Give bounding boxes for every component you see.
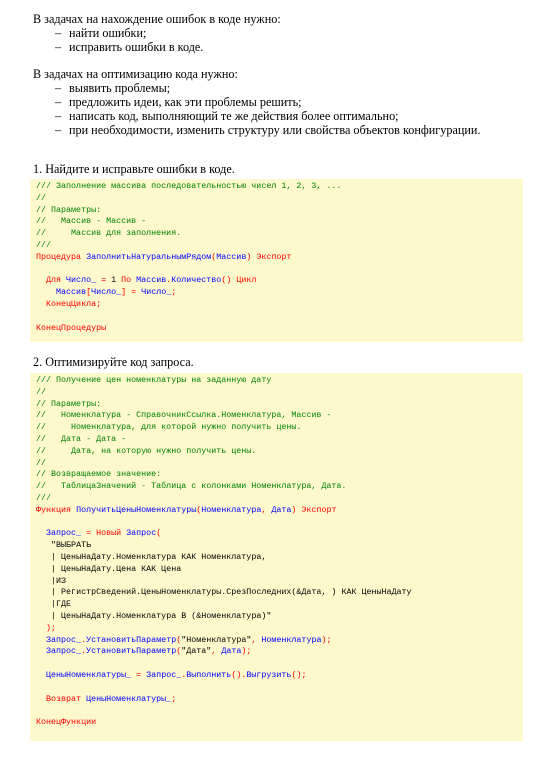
code-token: .: [81, 634, 87, 645]
code-line: [36, 275, 523, 287]
code-token: Выгрузить: [246, 669, 292, 680]
code-line: [36, 658, 523, 670]
code-token: Запрос_: [46, 646, 82, 657]
code-token: Число_: [66, 275, 97, 286]
dash-bullet: –: [55, 81, 62, 95]
code-token: [36, 299, 46, 309]
code-token: "ВЫБРАТЬ: [51, 540, 92, 551]
code-token: //: [36, 386, 47, 397]
code-token: КонецЦикла;: [46, 298, 102, 309]
code-token: ,: [251, 634, 262, 645]
list-item: [55, 26, 203, 40]
code-token: 1: [111, 275, 117, 286]
code-line: [36, 458, 523, 470]
task2-code-block: [30, 373, 523, 741]
code-token: [36, 528, 46, 538]
code-token: ,: [261, 504, 272, 515]
code-token: );: [321, 634, 332, 645]
code-token: // Дата, на которую нужно получить цены.: [36, 445, 257, 456]
code-token: УстановитьПараметр: [86, 634, 177, 645]
code-line: [36, 540, 523, 552]
code-token: Массив: [216, 251, 247, 262]
code-token: Количество: [171, 275, 222, 286]
code-token: Массив: [56, 287, 87, 298]
code-token: ;: [171, 287, 177, 298]
code-token: .: [181, 669, 187, 680]
code-token: ///: [36, 492, 52, 503]
code-token: Для: [46, 275, 67, 286]
code-token: | РегистрСведений.ЦеныНоменклатуры.СрезПоследних(&Дата, ) КАК ЦеныНаДату: [51, 587, 412, 598]
code-token: Цикл: [231, 275, 257, 286]
code-token: [36, 694, 46, 704]
code-token: [36, 564, 51, 574]
code-line: [36, 181, 523, 193]
code-line: [36, 193, 523, 205]
code-token: Число_: [141, 287, 172, 298]
code-token: | ЦеныНаДату.Номенклатура В (&Номенклатура)": [51, 610, 272, 621]
intro-optimization-list: [55, 81, 481, 137]
code-line: [36, 311, 523, 323]
code-line: [36, 694, 523, 706]
code-line: [36, 564, 523, 576]
code-token: // Номенклатура, для которой нужно получить цены.: [36, 422, 302, 433]
code-token: [36, 635, 46, 645]
code-line: [36, 599, 523, 611]
intro-errors-heading: В задачах на нахождение ошибок в коде нужно:: [33, 12, 281, 26]
code-token: Процедура: [36, 251, 87, 262]
code-line: [36, 387, 523, 399]
task1-title: 1. Найдите и исправьте ошибки в коде.: [33, 162, 235, 176]
code-line: [36, 705, 523, 717]
code-token: =: [131, 669, 147, 680]
code-token: /// Заполнение массива последовательностью чисел 1, 2, 3, ...: [36, 181, 342, 191]
code-token: Номенклатура: [261, 634, 322, 645]
intro-optimization-heading: В задачах на оптимизацию кода нужно:: [33, 67, 238, 81]
code-token: "Номенклатура": [181, 634, 252, 645]
code-token: =: [126, 287, 142, 298]
dash-bullet: –: [55, 95, 62, 109]
code-line: [36, 252, 523, 264]
code-token: Запрос_: [146, 669, 182, 680]
code-line: [36, 469, 523, 481]
code-token: [36, 611, 51, 621]
code-token: Функция: [36, 504, 77, 515]
list-item-text: предложить идеи, как эти проблемы решить;: [69, 95, 302, 109]
code-line: [36, 623, 523, 635]
dash-bullet: –: [55, 26, 62, 40]
code-token: ().: [231, 669, 247, 680]
code-token: Запрос: [126, 528, 157, 539]
code-token: ,: [211, 646, 222, 657]
code-token: ПолучитьЦеныНоменклатуры: [76, 504, 197, 515]
code-token: |ГДЕ: [51, 599, 72, 610]
code-token: // Параметры:: [36, 204, 102, 215]
task2-title: 2. Оптимизируйте код запроса.: [33, 355, 194, 369]
code-line: [36, 323, 523, 335]
list-item-text: исправить ошибки в коде.: [69, 40, 204, 54]
code-line: [36, 682, 523, 694]
code-token: // Дата - Дата -: [36, 433, 127, 444]
code-token: ]: [121, 287, 127, 298]
code-token: | ЦеныНаДату.Цена КАК Цена: [51, 563, 182, 574]
dash-bullet: –: [55, 40, 62, 54]
code-token: (: [196, 504, 202, 515]
code-token: Возврат: [46, 693, 87, 704]
code-token: .: [166, 275, 172, 286]
code-line: [36, 505, 523, 517]
list-item-text: выявить проблемы;: [69, 81, 171, 95]
code-token: Дата: [221, 646, 242, 657]
code-token: //: [36, 192, 47, 203]
code-token: ЗаполнитьНатуральнымРядом: [86, 251, 212, 262]
code-token: =: [81, 528, 97, 539]
list-item: [55, 109, 481, 123]
code-line: [36, 576, 523, 588]
code-line: [36, 375, 523, 387]
code-token: КонецПроцедуры: [36, 322, 107, 333]
dash-bullet: –: [55, 109, 62, 123]
code-line: [36, 264, 523, 276]
code-line: [36, 205, 523, 217]
dash-bullet: –: [55, 123, 62, 137]
code-line: [36, 446, 523, 458]
list-item-text: при необходимости, изменить структуру или свойства объектов конфигурации.: [69, 123, 481, 137]
code-token: По: [116, 275, 137, 286]
code-token: //: [36, 457, 47, 468]
code-token: | ЦеныНаДату.Номенклатура КАК Номенклатура,: [51, 551, 267, 562]
code-line: [36, 287, 523, 299]
code-token: ///: [36, 239, 52, 250]
code-token: [36, 287, 56, 297]
code-line: [36, 635, 523, 647]
code-token: (: [211, 251, 217, 262]
code-line: [36, 216, 523, 228]
code-token: // Возвращаемое значение:: [36, 469, 162, 480]
list-item-text: написать код, выполняющий те же действия более оптимально;: [69, 109, 399, 123]
code-token: ЦеныНоменклатуры_: [86, 693, 172, 704]
code-token: [36, 670, 46, 680]
code-token: ): [246, 251, 252, 262]
code-token: (: [176, 646, 182, 657]
code-token: Дата: [271, 504, 292, 515]
code-line: [36, 240, 523, 252]
code-token: Экспорт: [251, 251, 292, 262]
code-token: .: [81, 646, 87, 657]
code-token: [36, 599, 51, 609]
code-line: [36, 422, 523, 434]
code-token: // Параметры:: [36, 398, 102, 409]
code-token: Выполнить: [186, 669, 232, 680]
code-token: [36, 552, 51, 562]
code-token: ();: [291, 669, 307, 680]
code-line: [36, 228, 523, 240]
code-line: [36, 528, 523, 540]
code-line: [36, 493, 523, 505]
code-token: Число_: [91, 287, 122, 298]
list-item: [55, 95, 481, 109]
code-token: // ТаблицаЗначений - Таблица с колонками Номенклатура, Дата.: [36, 481, 347, 492]
code-line: [36, 646, 523, 658]
code-line: [36, 552, 523, 564]
code-line: [36, 410, 523, 422]
list-item: [55, 81, 481, 95]
code-line: [36, 717, 523, 729]
code-token: [36, 646, 46, 656]
code-line: [36, 299, 523, 311]
code-token: // Массив для заполнения.: [36, 228, 182, 239]
code-token: ): [291, 504, 297, 515]
code-line: [36, 434, 523, 446]
code-token: Запрос_: [46, 634, 82, 645]
code-token: Новый: [96, 528, 127, 539]
code-line: [36, 670, 523, 682]
code-token: УстановитьПараметр: [86, 646, 177, 657]
code-token: (): [221, 275, 232, 286]
code-token: ЦеныНоменклатуры_: [46, 669, 132, 680]
code-token: // Массив - Массив -: [36, 216, 147, 227]
code-token: =: [96, 275, 112, 286]
list-item: [55, 40, 203, 54]
code-token: [36, 275, 46, 285]
code-token: Запрос_: [46, 528, 82, 539]
code-line: [36, 517, 523, 529]
code-token: );: [46, 622, 57, 633]
code-token: Номенклатура: [201, 504, 262, 515]
code-token: |ИЗ: [51, 575, 67, 586]
code-token: // Номенклатура - СправочникСсылка.Номенклатура, Массив -: [36, 410, 332, 421]
code-token: [36, 587, 51, 597]
code-token: (: [176, 634, 182, 645]
code-line: [36, 587, 523, 599]
code-token: [36, 576, 51, 586]
code-line: [36, 611, 523, 623]
code-token: КонецФункции: [36, 717, 97, 728]
code-token: [36, 540, 51, 550]
code-line: [36, 399, 523, 411]
code-token: Экспорт: [296, 504, 337, 515]
code-token: [: [86, 287, 92, 298]
code-token: );: [241, 646, 252, 657]
intro-errors-list: [55, 26, 203, 54]
task1-code-block: [30, 179, 523, 342]
code-line: [36, 481, 523, 493]
code-token: [36, 623, 46, 633]
list-item-text: найти ошибки;: [69, 26, 147, 40]
code-token: (: [156, 528, 162, 539]
code-token: Массив: [136, 275, 167, 286]
code-token: ;: [171, 693, 177, 704]
list-item: [55, 123, 481, 137]
code-token: /// Получение цен номенклатуры на заданную дату: [36, 375, 272, 385]
code-token: "Дата": [181, 646, 212, 657]
